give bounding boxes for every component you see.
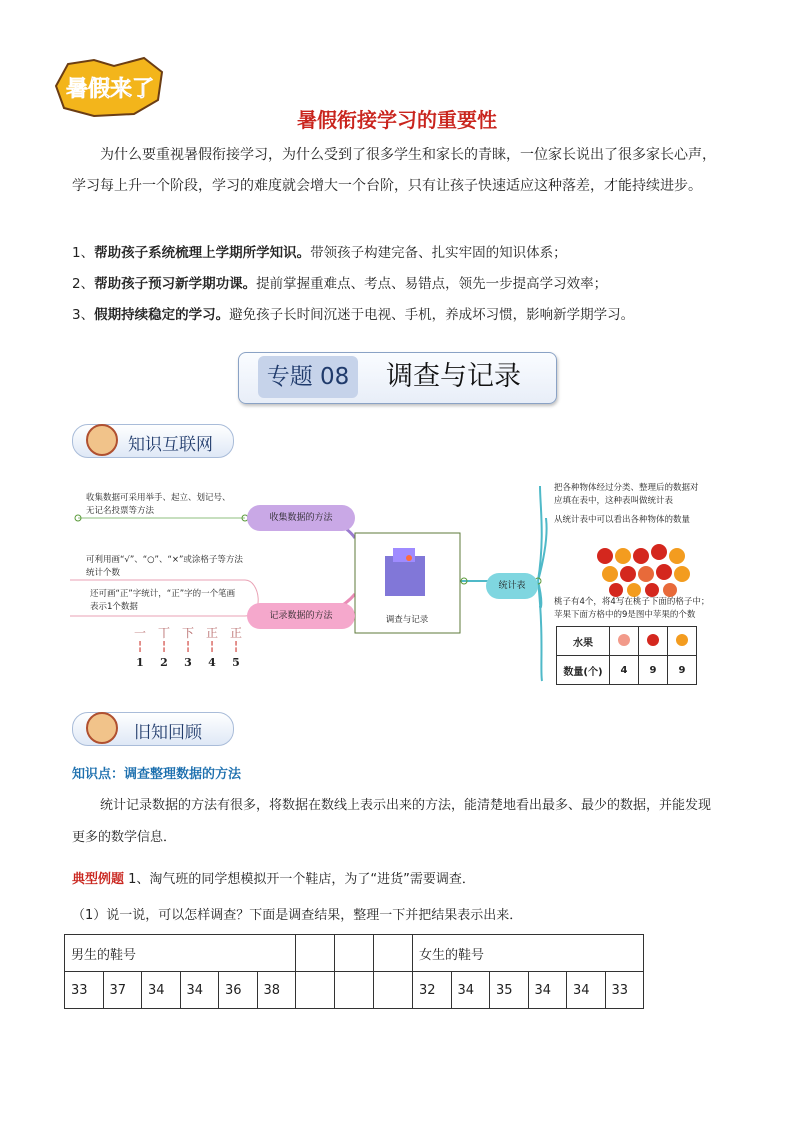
mindmap-center-label: 调查与记录 (385, 615, 429, 625)
shoe-size-table: 男生的鞋号 女生的鞋号 33 37 34 34 36 38 32 34 35 34 34 33 (64, 934, 644, 1009)
section-network-title: 知识互联网 (128, 435, 213, 455)
zheng-strokes: 一 丅 下 正 正 (133, 626, 242, 640)
branch-collect: 收集数据的方法 (247, 505, 355, 531)
record-note-1: 可利用画“√”、“○”、“×”或涂格子等方法统计个数 (86, 555, 243, 578)
topic-number: 专题 08 (258, 356, 358, 398)
fruit-count-table: 水果 数量(个) 4 9 9 (556, 626, 697, 685)
benefit-3: 3、假期持续稳定的学习。避免孩子长时间沉迷于电视、手机，养成坏习惯，影响新学期学习。 (72, 307, 635, 323)
benefit-1: 1、帮助孩子系统梳理上学期所学知识。带领孩子构建完备、扎实牢固的知识体系； (72, 245, 567, 261)
orange-icon (676, 634, 688, 646)
knowledge-point-heading: 知识点：调查整理数据的方法 (72, 767, 242, 782)
teacher-avatar-icon (86, 712, 118, 744)
table-note-3: 桃子有4个，将4写在桃子下面的格子中；苹果下面方格中的9是图中苹果的个数 (554, 597, 710, 620)
knowledge-point-text: 统计记录数据的方法有很多，将数据在数线上表示出来的方法，能清楚地看出最多、最少的数据，并能发现更多的数学信息． (72, 798, 712, 845)
collect-note: 收集数据可采用举手、起立、划记号、无记名投票等方法 (86, 493, 231, 516)
table-note-1: 把各种物体经过分类、整理后的数据对应填在表中，这种表叫做统计表 (554, 483, 699, 506)
zheng-numbers: 1 2 3 4 5 (136, 656, 240, 669)
teacher-avatar-icon (86, 424, 118, 456)
table-note-2: 从统计表中可以看出各种物体的数量 (554, 515, 691, 525)
fruit-illustration (597, 544, 690, 597)
branch-table: 统计表 (486, 573, 538, 599)
intro-paragraph: 为什么要重视暑假衔接学习，为什么受到了很多学生和家长的青睐，一位家长说出了很多家长心声，学习每上升一个阶段，学习的难度就会增大一个台阶，只有让孩子快速适应这种落差，才能持续进步。 (72, 147, 716, 194)
branch-record: 记录数据的方法 (247, 603, 355, 629)
boys-label: 男生的鞋号 (65, 935, 296, 972)
section-review-title: 旧知回顾 (134, 723, 202, 743)
peach-icon (618, 634, 630, 646)
zheng-dashes: ¦ ¦ ¦ ¦ ¦ (137, 639, 239, 653)
benefit-2: 2、帮助孩子预习新学期功课。提前掌握重难点、考点、易错点，领先一步提高学习效率； (72, 276, 608, 292)
apple-icon (647, 634, 659, 646)
girls-label: 女生的鞋号 (413, 935, 644, 972)
topic-name: 调查与记录 (386, 361, 521, 392)
logo-text: 暑假来了 (65, 77, 155, 102)
example-intro: 典型例题 1、淘气班的同学想模拟开一个鞋店，为了“进货”需要调查． (72, 872, 475, 887)
page-title: 暑假衔接学习的重要性 (297, 108, 497, 132)
record-note-2: 还可画“正”字统计，“正”字的一个笔画表示1个数据 (90, 589, 236, 612)
example-question: （1）说一说，可以怎样调查？下面是调查结果，整理一下并把结果表示出来． (72, 908, 523, 923)
